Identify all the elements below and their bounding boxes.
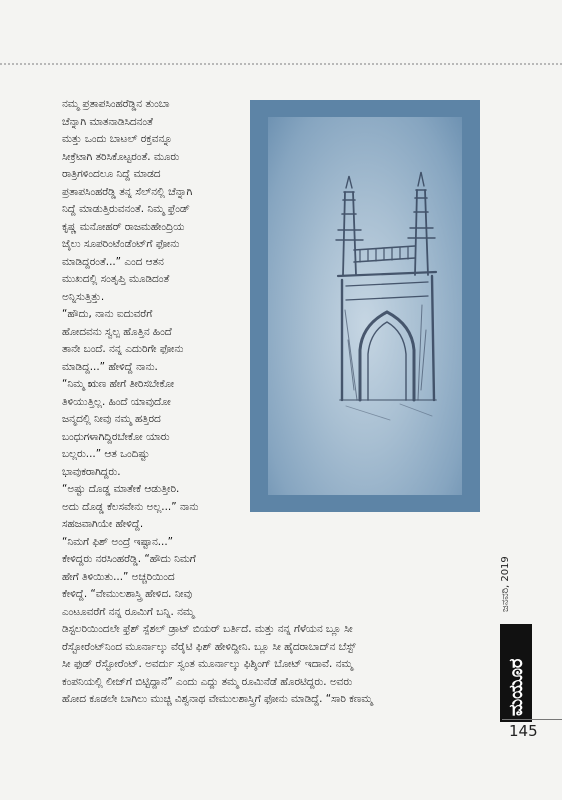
article-line: ಕೇಳಿದ್ದೆ. “ವೇಮುಲಶಾಸ್ತ್ರಿ ಹೇಳಿದ. ನೀವು [62,588,193,600]
article-line: ಮಾಡಿದ್ದರಂತೆ...” ಎಂದ ಆತನ [62,255,164,268]
page-number-rule [502,719,562,720]
magazine-name-text: ಮಯೂರ [506,658,527,716]
article-line: “ನಿಮ್ಮ ಋಣ ಹೇಗೆ ತೀರಿಸಬೇಕೋ [62,378,175,390]
article-line: ಜನ್ಮದಲ್ಲಿ ನೀವು ನಮ್ಮ ಹತ್ತಿರದ [62,413,161,425]
article-line: ಮುಖದಲ್ಲಿ ಸಂತೃಪ್ತಿ ಮೂಡಿದಂತೆ [62,273,170,285]
article-line: ಸೀ ಫುಡ್ ರೆಸ್ಟೋರೆಂಟ್. ಅವರ್ದು ಸ್ವಂತ ಮೂರ್ನಾಲ್ಕು ಫಿಶ್ಶಿಂಗ್ ಬೋಟ್ ಇದಾವೆ. ನಮ್ಮ [62,658,353,670]
article-line: “ಅಷ್ಟು ದೊಡ್ಡ ಮಾತೇಕೆ ಆಡುತ್ತೀರಿ. [62,483,180,495]
page-number: 145 [509,722,538,740]
article-line: ನಮ್ಮ ಪ್ರತಾಪಸಿಂಹರೆಡ್ಡಿನ ತುಂಬಾ [62,98,170,110]
article-line: ಸಹಜವಾಗಿಯೇ ಹೇಳಿದ್ದೆ. [62,518,144,530]
article-line: ಕಂಪನಿಯಲ್ಲಿ ಲೀಜ್‌ಗೆ ಬಿಟ್ಟಿದ್ದಾನೆ” ಎಂದು ಎದ್ದು ತಮ್ಮ ರೂಮಿನೆಡೆ ಹೊರಟಿದ್ದರು. ಅವರು [62,675,353,688]
article-line: “ಹೌದು, ನಾನು ಐದುವರೆಗೆ [62,308,153,320]
article-line: ಬಲ್ಲರು...” ಆತ ಒಂದಿಷ್ಟು [62,448,150,460]
article-line: “ನಿಮಗೆ ಫಿಶ್ ಅಂದ್ರೆ ಇಷ್ಟಾನ...” [62,535,174,548]
article-line: ಪ್ರತಾಪಸಿಂಹರೆಡ್ಡಿ ತನ್ನ ಸೆಲ್‌ನಲ್ಲಿ ಚೆನ್ನಾಗಿ [62,185,193,198]
magazine-name-tab [500,624,532,722]
article-line: ನಿದ್ದೆ ಮಾಡುತ್ತಿರುವನಂತೆ. ನಿಮ್ಮ ಫ್ರೆಂಡ್ [62,203,190,215]
charminar-sketch [250,100,480,512]
article-line: ರೆಸ್ಟೋರೆಂಟ್‌ನಿಂದ ಮೂರ್ನಾಲ್ಕು ವೆರೈಟಿ ಫಿಶ್ ಹೇಳಿದ್ದೀನಿ. ಬ್ಲೂ ಸೀ ಹೈದರಾಬಾದ್‌ನ ಬೆಸ್ಟ್ [62,640,356,653]
article-line: ರಾತ್ರಿಗಳಿಂದಲೂ ನಿದ್ದೆ ಮಾಡದ [62,168,161,180]
article-line: ತಿಳಿಯುತ್ತಿಲ್ಲ. ಹಿಂದೆ ಯಾವುದೋ [62,395,171,408]
article-line: ಚೆನ್ನಾಗಿ ಮಾತನಾಡಿಸಿದನಂತೆ [62,115,153,128]
article-continuation [62,621,502,709]
article-line: ಭಾವುಕರಾಗಿದ್ದರು. [62,465,121,478]
top-dotted-rule [0,63,562,65]
charminar-illustration [250,100,480,512]
article-line: ತಾನೇ ಬಂದೆ. ನನ್ನ ಎದುರಿಗೇ ಫೋನು [62,343,184,355]
article-line: ಸೀಕ್ರೆಟಾಗಿ ತರಿಸಿಕೊಟ್ಟರಂತೆ. ಮೂರು [62,150,180,163]
article-line: ಬಂಧುಗಳಾಗಿದ್ದಿರಬೇಕೋ ಯಾರು [62,430,170,443]
article-line: ಹೇಗೆ ತಿಳಿಯಿತು...” ಅಚ್ಚರಿಯಿಂದ [62,570,175,583]
article-line: ಎಂಟೂವರೆಗೆ ನನ್ನ ರೂಮಿಗೆ ಬನ್ನಿ. ನಮ್ಮ [62,605,195,618]
article-line: ಮಾಡಿದ್ದ...” ಹೇಳಿದ್ದೆ ನಾನು. [62,360,158,373]
article-line: ಕೃಷ್ಣ ಮನೋಹರ್ ರಾಜಮಹೇಂದ್ರಿಯ [62,220,185,233]
issue-date-text: ಜನವರಿ, 2019 [500,556,511,612]
article-line: ಡಿಸ್ಟಲರಿಯಿಂದಲೇ ಫ್ರೆಶ್ ಸ್ಪೆಶಲ್ ಡ್ರಾಟ್ ಬಿಯರ್ ಬರ್ತಿದೆ. ಮತ್ತು ನನ್ನ ಗೆಳೆಯನ ಬ್ಲೂ ಸೀ [62,623,353,635]
article-line: ಅದು ದೊಡ್ಡ ಕೆಲಸವೇನು ಅಲ್ಲ...” ನಾನು [62,500,199,513]
article-line: ಹೋದವನು ಸ್ವಲ್ಪ ಹೊತ್ತಿನ ಹಿಂದೆ [62,325,172,338]
article-line: ಜೈಲು ಸೂಪರಿಂಟೆಂಡೆಂಟ್‌ಗೆ ಫೋನು [62,238,180,250]
article-column [62,96,247,621]
article-line: ಕೇಳಿದ್ದರು ನರಸಿಂಹರೆಡ್ಡಿ. “ಹೌದು ನಿಮಗೆ [62,553,196,565]
article-line: ಹೋದ ಕೂಡಲೇ ಬಾಗಿಲು ಮುಚ್ಚಿ ವಿಶ್ವನಾಥ ವೇಮುಲಶಾಸ್ತ್ರಿಗೆ ಫೋನು ಮಾಡಿದ್ದೆ. “ಸಾರಿ ಕಣಮ್ಮ [62,693,373,705]
article-line: ಮತ್ತು ಒಂದು ಬಾಟಲ್ ರಕ್ತವನ್ನೂ [62,133,173,145]
article-line: ಅನ್ನಿಸುತ್ತಿತ್ತು. [62,290,105,303]
issue-date-label [500,552,530,612]
